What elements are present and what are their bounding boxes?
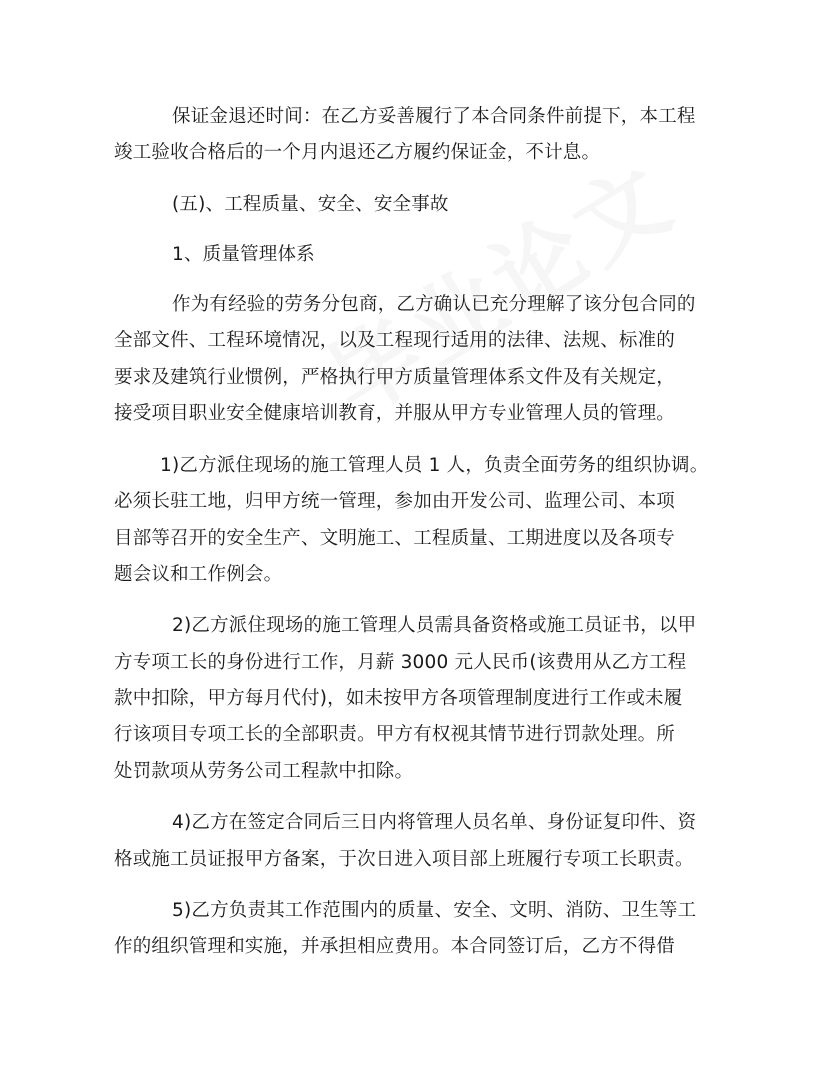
- text-line-13: 2)乙方派住现场的施工管理人员需具备资格或施工员证书，以甲: [172, 615, 697, 636]
- text-line-21: 作的组织管理和实施，并承担相应费用。本合同签订后，乙方不得借: [114, 936, 676, 957]
- text-line-12: 题会议和工作例会。: [114, 564, 283, 585]
- text-line-2: 竣工验收合格后的一个月内退还乙方履约保证金，不计息。: [114, 142, 601, 163]
- section-heading: (五)、工程质量、安全、安全事故: [172, 194, 449, 215]
- text-line-18: 4)乙方在签定合同后三日内将管理人员名单、身份证复印件、资: [172, 812, 697, 833]
- text-line-16: 行该项目专项工长的全部职责。甲方有权视其情节进行罚款处理。所: [114, 724, 676, 745]
- text-line-19: 格或施工员证报甲方备案，于次日进入项目部上班履行专项工长职责。: [114, 849, 694, 870]
- text-line-7: 要求及建筑行业惯例，严格执行甲方质量管理体系文件及有关规定，: [114, 367, 676, 388]
- text-line-20: 5)乙方负责其工作范围内的质量、安全、文明、消防、卫生等工: [172, 900, 697, 921]
- text-line-9: 1)乙方派住现场的施工管理人员 1 人，负责全面劳务的组织协调。: [160, 455, 709, 476]
- text-line-5: 作为有经验的劳务分包商，乙方确认已充分理解了该分包合同的: [172, 294, 696, 315]
- text-line-14: 方专项工长的身份进行工作，月薪 3000 元人民币(该费用从乙方工程: [114, 652, 687, 673]
- text-line-10: 必须长驻工地，归甲方统一管理，参加由开发公司、监理公司、本项: [114, 491, 676, 512]
- text-line-6: 全部文件、工程环境情况，以及工程现行适用的法律、法规、标准的: [114, 330, 676, 351]
- text-line-8: 接受项目职业安全健康培训教育，并服从甲方专业管理人员的管理。: [114, 403, 676, 424]
- subsection-heading: 1、质量管理体系: [172, 244, 315, 265]
- text-line-11: 目部等召开的安全生产、文明施工、工程质量、工期进度以及各项专: [114, 528, 676, 549]
- text-line-15: 款中扣除，甲方每月代付)，如未按甲方各项管理制度进行工作或未履: [114, 688, 683, 709]
- watermark: [300, 127, 695, 441]
- text-line-1: 保证金退还时间：在乙方妥善履行了本合同条件前提下，本工程: [172, 106, 696, 127]
- text-line-17: 处罚款项从劳务公司工程款中扣除。: [114, 761, 414, 782]
